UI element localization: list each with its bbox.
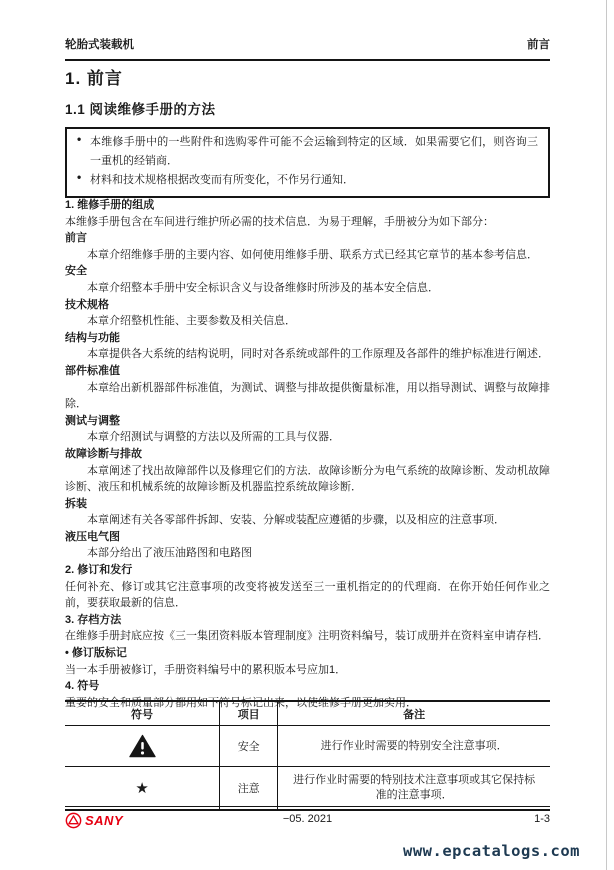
footer-date: −05. 2021 [282,813,333,825]
section-heading: 前言 [65,232,87,245]
paragraph: 本章介绍维修手册的主要内容、如何使用维修手册、联系方式已经其它章节的基本参考信息． [87,248,538,261]
table-header-cell: 备注 [278,701,550,726]
page-header [65,36,550,61]
section-heading: 1. 维修手册的组成 [65,199,155,211]
table-row [65,726,550,767]
symbol-cell [65,767,220,811]
paragraph: 本章给出新机器部件标准值，为测试、调整与排故提供衡量标准，用以指导测试、调整与故障排除． [65,381,550,411]
paragraph: 在维修手册封底应按《三一集团资料版本管理制度》注明资料编号，装订成册并在资料室申请存档． [65,630,549,643]
section-heading: 2. 修订和发行 [65,564,133,577]
notice-item [77,133,538,171]
warning-triangle-icon [129,734,156,758]
sany-logo-text: SANY [85,813,124,828]
section-heading: 故障诊断与排故 [65,447,142,460]
symbol-cell [65,726,220,767]
notice-item [77,171,538,190]
header-product-label: 轮胎式装载机 [65,39,134,51]
page-number: 1-3 [534,813,550,825]
notice-box [65,127,550,198]
paragraph: 任何补充、修订或其它注意事项的改变将被发送至三一重机指定的的代理商．在你开始任何作业之前，要获取最新的信息． [65,580,550,610]
table-row [65,767,550,811]
symbols-table [65,700,550,811]
table-header-cell: 项目 [220,701,278,726]
paragraph: 本章介绍测试与调整的方法以及所需的工具与仪器． [87,431,340,444]
watermark-text: www.epcatalogs.com [403,842,580,860]
content-blocks [65,197,550,711]
section-heading: 安全 [65,265,87,278]
item-cell: 安全 [220,726,278,767]
bullet-icon: • [77,170,82,184]
section-heading: 部件标准值 [65,364,120,377]
page-footer [65,812,550,830]
remark-cell: 进行作业时需要的特别技术注意事项或其它保持标准的注意事项． [278,767,550,811]
header-chapter-label: 前言 [527,39,550,51]
paragraph: 重要的安全和质量部分都用如下符号标记出来，以使维修手册更加实用． [65,696,417,709]
paragraph: 本章阐述了找出故障部件以及修理它们的方法．故障诊断分为电气系统的故障诊断、发动机故障诊断、液压和机械系统的故障诊断及机器监控系统故障诊断． [65,464,550,494]
notice-text: 材料和技术规格根据改变而有所变化，不作另行通知． [90,174,354,186]
section-heading: • 修订版标记 [65,647,127,660]
bullet-icon: • [77,132,82,146]
section-heading: 技术规格 [65,298,109,311]
paragraph: 本维修手册包含在车间进行维护所必需的技术信息．为易于理解，手册被分为如下部分： [65,215,494,228]
paragraph: 本章阐述有关各零部件拆卸、安装、分解或装配应遵循的步骤，以及相应的注意事项． [87,514,505,527]
page-title: 1. 前言 [65,69,123,88]
item-cell: 注意 [220,767,278,811]
table-header-cell: 符号 [65,701,220,726]
paragraph: 当一本手册被修订，手册资料编号中的累积版本号应加1． [65,663,347,676]
paragraph: 本部分给出了液压油路图和电路图 [87,547,252,560]
paragraph: 本章介绍整本手册中安全标识含义与设备维修时所涉及的基本安全信息． [87,281,439,294]
section-subtitle: 1.1 阅读维修手册的方法 [65,102,216,117]
section-heading: 测试与调整 [65,414,120,427]
paragraph: 本章介绍整机性能、主要参数及相关信息． [87,315,296,328]
section-heading: 液压电气图 [65,530,120,543]
page-edge-line [606,0,607,870]
table-header-row [65,701,550,726]
footer-divider [65,806,550,807]
paragraph: 本章提供各大系统的结构说明，同时对各系统或部件的工作原理及各部件的维护标准进行阐述． [87,348,549,361]
section-heading: 拆装 [65,497,87,510]
section-heading: 3. 存档方法 [65,613,122,626]
notice-text: 本维修手册中的一些附件和选购零件可能不会运输到特定的区域．如果需要它们，则咨询三一重机的经销商． [90,136,538,167]
section-heading: 结构与功能 [65,331,120,344]
section-heading: 4. 符号 [65,680,100,693]
remark-cell: 进行作业时需要的特别安全注意事项． [320,739,508,752]
star-icon: ★ [135,779,149,797]
